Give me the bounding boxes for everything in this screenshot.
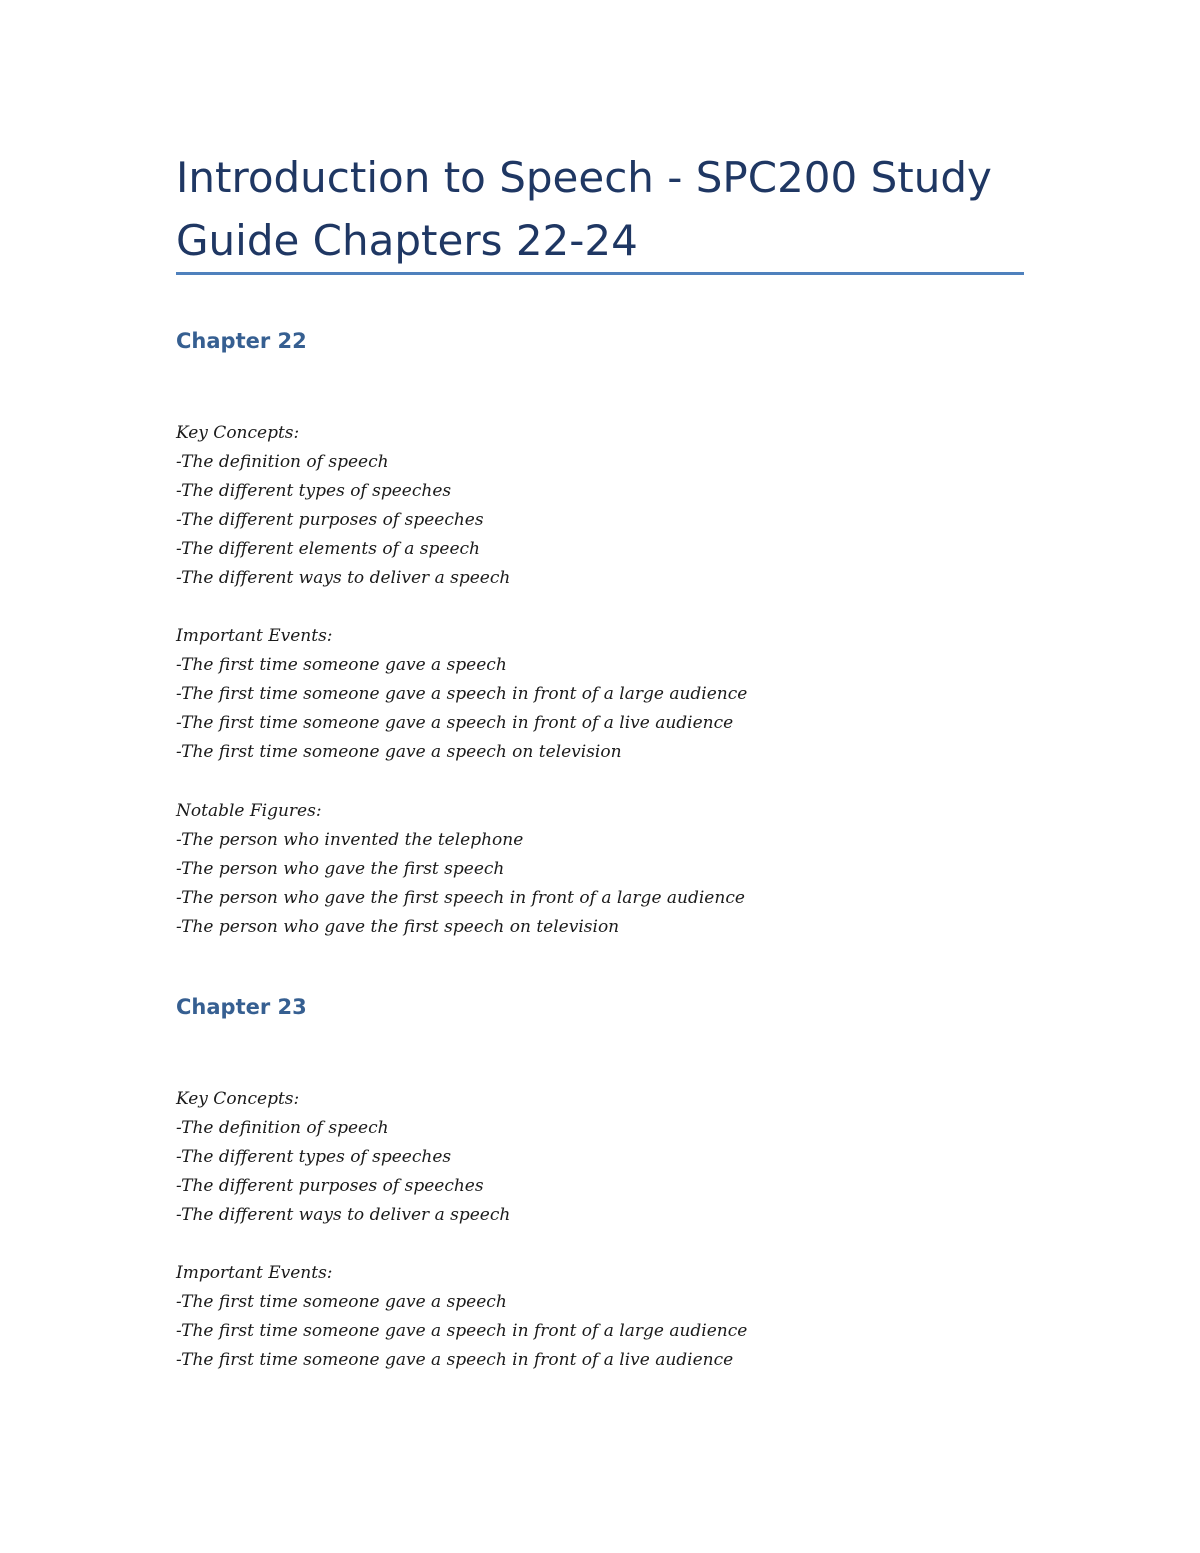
- list-item: -The different types of speeches: [176, 1147, 452, 1167]
- list-item: -The different elements of a speech: [176, 539, 480, 559]
- chapter-23-heading: Chapter 23: [176, 995, 307, 1019]
- chapter-22-heading: Chapter 22: [176, 329, 307, 353]
- list-item: -The first time someone gave a speech: [176, 655, 507, 675]
- chapter-22-important-events: [176, 622, 1016, 767]
- section-label: Notable Figures:: [176, 801, 322, 821]
- document-title-line-2: Guide Chapters 22-24: [176, 216, 638, 265]
- list-item: -The first time someone gave a speech on television: [176, 742, 622, 762]
- section-label: Important Events:: [176, 1263, 333, 1283]
- chapter-22-notable-figures: [176, 797, 1016, 942]
- list-item: -The first time someone gave a speech in front of a large audience: [176, 1321, 748, 1341]
- list-item: -The definition of speech: [176, 1118, 389, 1138]
- list-item: -The definition of speech: [176, 452, 389, 472]
- list-item: -The first time someone gave a speech in front of a live audience: [176, 713, 734, 733]
- list-item: -The different purposes of speeches: [176, 1176, 484, 1196]
- list-item: -The first time someone gave a speech: [176, 1292, 507, 1312]
- list-item: -The first time someone gave a speech in front of a live audience: [176, 1350, 734, 1370]
- title-underline-rule: [176, 272, 1024, 275]
- chapter-22-key-concepts: [176, 419, 1016, 593]
- section-label: Key Concepts:: [176, 423, 300, 443]
- list-item: -The person who gave the first speech on television: [176, 917, 620, 937]
- list-item: -The person who gave the first speech: [176, 859, 505, 879]
- list-item: -The different types of speeches: [176, 481, 452, 501]
- chapter-23-important-events: [176, 1259, 1016, 1375]
- list-item: -The different purposes of speeches: [176, 510, 484, 530]
- document-title: [176, 146, 1026, 272]
- list-item: -The first time someone gave a speech in front of a large audience: [176, 684, 748, 704]
- list-item: -The different ways to deliver a speech: [176, 568, 511, 588]
- list-item: -The person who invented the telephone: [176, 830, 524, 850]
- section-label: Important Events:: [176, 626, 333, 646]
- list-item: -The different ways to deliver a speech: [176, 1205, 511, 1225]
- document-title-line-1: Introduction to Speech - SPC200 Study: [176, 153, 992, 202]
- section-label: Key Concepts:: [176, 1089, 300, 1109]
- chapter-23-key-concepts: [176, 1085, 1016, 1230]
- list-item: -The person who gave the first speech in front of a large audience: [176, 888, 745, 908]
